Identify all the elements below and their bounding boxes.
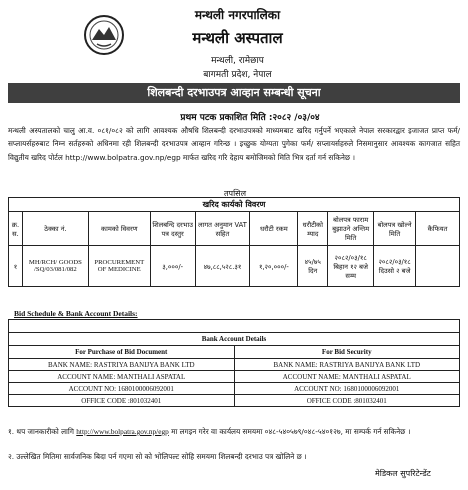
cell-contract-no: MH/RCH/ GOODS /SQ/03/081/082	[22, 246, 88, 287]
purchase-account-name: ACCOUNT NAME: MANTHALI ASPATAL	[9, 371, 235, 383]
cell-serial: १	[9, 246, 23, 287]
table-row	[9, 246, 460, 287]
table-caption: खरिद कार्यको विवरण	[9, 198, 460, 212]
table-row	[9, 383, 460, 395]
col-header-remarks: कैफियत	[416, 212, 460, 246]
note-1	[8, 425, 460, 438]
col-header-description: कामको विवरण	[88, 212, 150, 246]
signature: मेडिकल सुपरिटेन्डेंट	[375, 469, 431, 478]
note-1-prefix: १. थप जानकारीको लागि	[8, 427, 74, 436]
blank-row	[9, 320, 460, 333]
cell-submission-deadline: २०८२/०३/१८ बिहान १२ बजे सम्म	[328, 246, 374, 287]
province-name: बागमती प्रदेश, नेपाल	[203, 70, 272, 80]
government-emblem-icon	[83, 14, 125, 56]
municipality-name: मन्थली नगरपालिका	[194, 8, 281, 22]
col-header-contract-no: ठेक्का नं.	[22, 212, 88, 246]
col-header-security-validity: धरौटीको म्याद	[298, 212, 328, 246]
col-header-opening-date: बोलपत्र खोल्ने मिति	[374, 212, 416, 246]
bank-table-title: Bank Account Details	[9, 333, 460, 346]
purchase-account-no: ACCOUNT NO: 1680100006092001	[9, 383, 235, 395]
bid-schedule-heading: Bid Schedule & Bank Account Details:	[14, 309, 138, 318]
security-account-name: ACCOUNT NAME: MANTHALI ASPATAL	[234, 371, 460, 383]
note-2: २. उल्लेखित मितिमा सार्वजनिक बिदा पर्न गएमा सो को भोलिपल्ट सोहि समयमा शिलबन्दी दरभाउ पत्र खोलिने छ ।	[8, 452, 307, 461]
security-col-header: For Bid Security	[234, 346, 460, 359]
table-row	[9, 395, 460, 407]
bolpatra-portal-link[interactable]: http://www.bolpatra.gov.np/egp	[76, 427, 169, 436]
purchase-col-header: For Purchase of Bid Document	[9, 346, 235, 359]
bank-details-table	[8, 319, 460, 407]
cell-description: PROCUREMENT OF MEDICINE	[88, 246, 150, 287]
note-1-suffix: मा लगइन गरेर वा कार्यलय समयमा ०४८-५४०५७९/०४८-५४०१२७, मा सम्पर्क गर्न सकिनेछ ।	[171, 427, 411, 436]
cell-bid-fee: ३,०००/-	[150, 246, 195, 287]
col-header-serial: क्र. स.	[9, 212, 23, 246]
notice-banner: शिलबन्दी दरभाउपत्र आव्हान सम्बन्धी सूचना	[8, 83, 460, 103]
purchase-bank-name: BANK NAME: RASTRIYA BANIJYA BANK LTD	[9, 359, 235, 371]
table-row	[9, 359, 460, 371]
cell-cost-estimate: ४७,८८,५२८.३१	[195, 246, 250, 287]
col-header-security-amount: धरौटी रकम	[250, 212, 298, 246]
security-bank-name: BANK NAME: RASTRIYA BANIJYA BANK LTD	[234, 359, 460, 371]
cell-opening-date: २०८२/०३/१८ दिउसो २ बजे	[374, 246, 416, 287]
table-row	[9, 371, 460, 383]
cell-security-amount: १,२०,०००/-	[250, 246, 298, 287]
security-account-no: ACCOUNT NO: 1680100006092001	[234, 383, 460, 395]
publish-date: प्रथम पटक प्रकाशित मिति :२०८२ /०३/०४	[180, 113, 320, 123]
intro-paragraph: मन्थली अस्पतालको चालु आ.व. ०८१/०८२ को लागि आवश्यक औषधि शिलबन्दी दरभाउपत्रको माध्यमबाट खरिद गर्नुपर्ने भएकाले नेपाल सरकारद्वार इजाजत प्राप्त फर्म/सप्लायर्सहरुबाट निम्न सर्तहरुको अधिनमा रही शिलबन्दी दरभाउपत्र आव्हान गरिन्छ । इच्छुक योग्यता पुगेका फर्म/ सप्लायर्सहरुले निसमानुसार आवश्यक कागजात सहित विद्युतीय खरिद पोर्टल http://www.bolpatra.gov.np/egp मार्फत खरिद गरि देहाय बमोजिमको मिति भित्र दर्ता गर्न सकिनेछ ।	[8, 126, 460, 162]
col-header-bid-fee: शिलबन्दि दरभाउ पत्र दस्तुर	[150, 212, 195, 246]
procurement-table	[8, 197, 460, 287]
hospital-address: मन्थली, रामेछाप	[211, 56, 264, 66]
security-office-code: OFFICE CODE :801032401	[234, 395, 460, 407]
cell-security-validity: ४५/७५ दिन	[298, 246, 328, 287]
hospital-name: मन्थली अस्पताल	[192, 29, 283, 47]
schedule-label: तपसिल	[223, 189, 246, 198]
cell-remarks	[416, 246, 460, 287]
col-header-cost-estimate: लागत अनुमान VAT सहित	[195, 212, 250, 246]
purchase-office-code: OFFICE CODE :801032401	[9, 395, 235, 407]
col-header-submission-deadline: बोलपत्र फाराम बुझाउने अन्तिम मिति	[328, 212, 374, 246]
